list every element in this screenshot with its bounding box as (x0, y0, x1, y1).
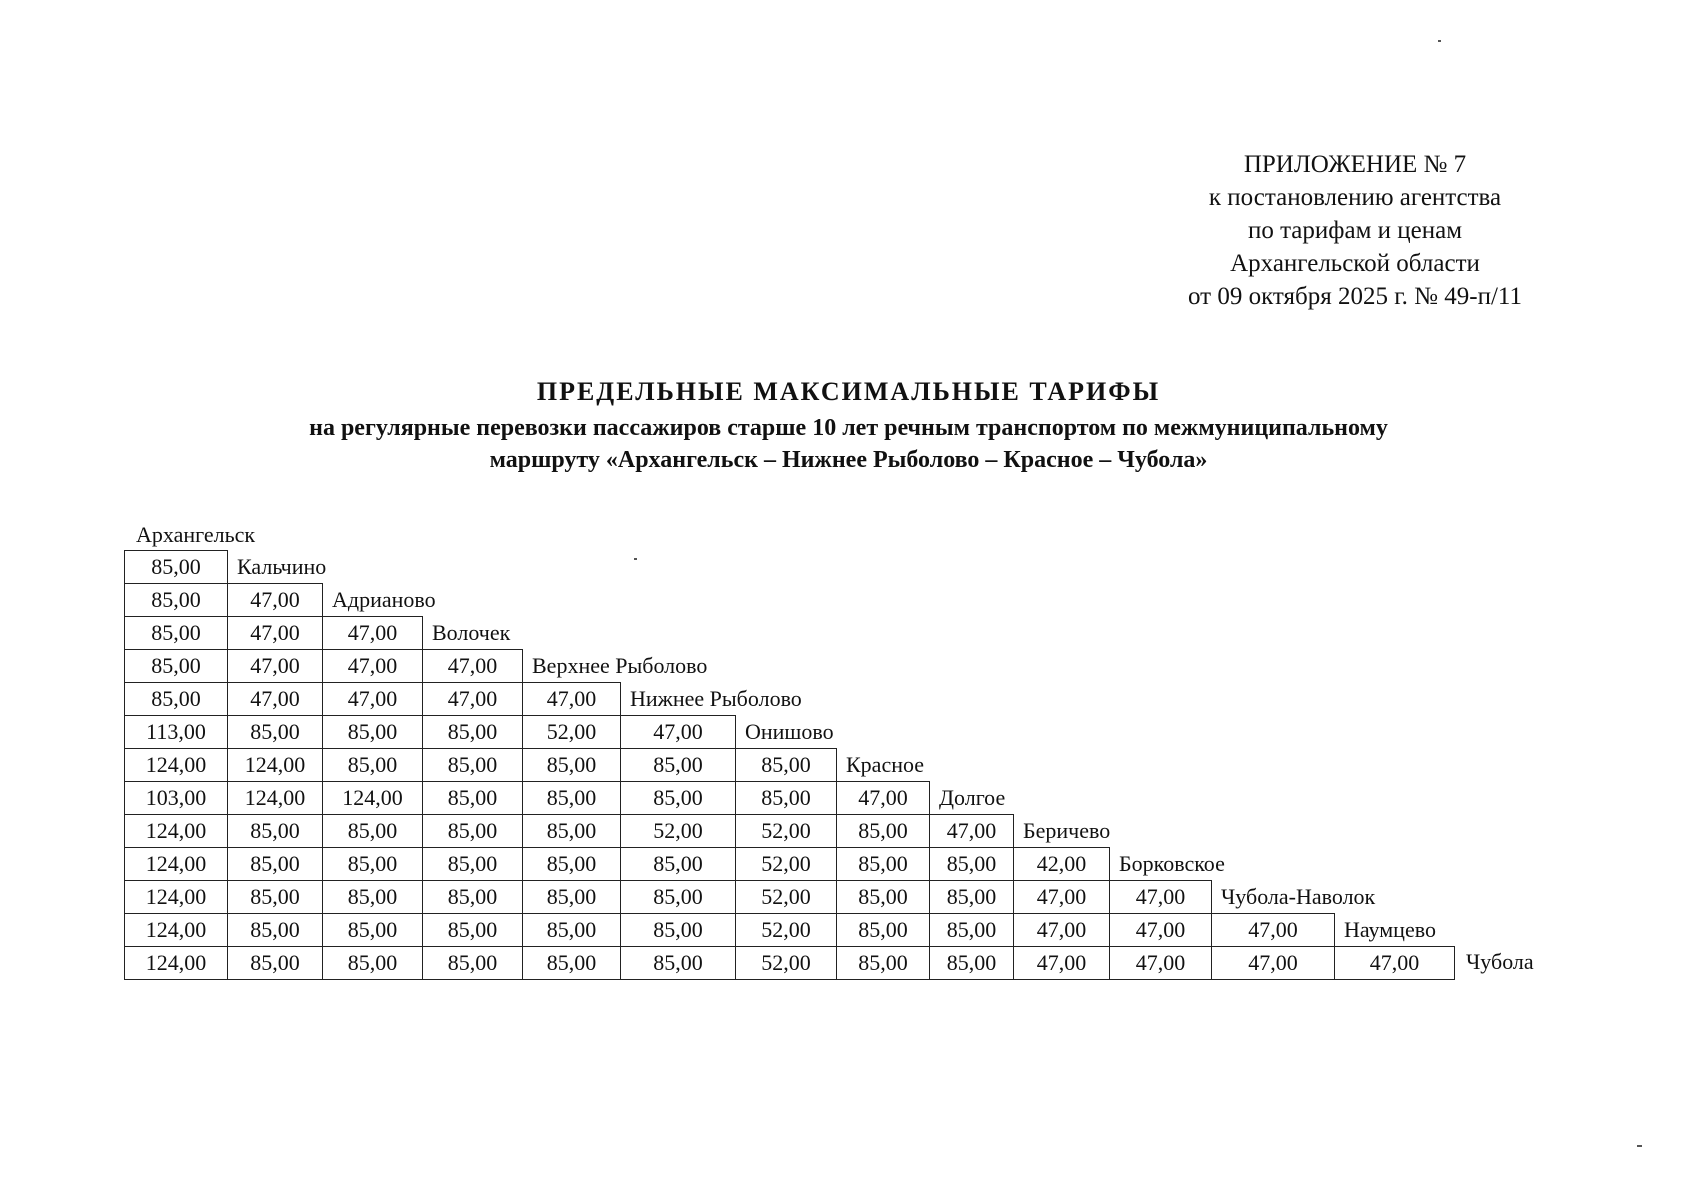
fare-cell: 47,00 (422, 649, 523, 683)
fare-cell: 47,00 (1013, 946, 1110, 980)
fare-cell: 85,00 (620, 781, 736, 815)
document-title: ПРЕДЕЛЬНЫЕ МАКСИМАЛЬНЫЕ ТАРИФЫ (536, 377, 1161, 406)
fare-cell: 85,00 (322, 748, 423, 782)
fare-cell: 52,00 (735, 880, 837, 914)
fare-cell: 85,00 (227, 880, 323, 914)
fare-cell: 85,00 (322, 880, 423, 914)
stop-label: Кальчино (237, 554, 327, 579)
fare-cell: 52,00 (735, 946, 837, 980)
fare-cell: 85,00 (422, 715, 523, 749)
fare-cell: 85,00 (836, 946, 930, 980)
fare-cell: 124,00 (322, 781, 423, 815)
fare-cell: 47,00 (1109, 946, 1212, 980)
subtitle-line-2: маршруту «Архангельск – Нижнее Рыболово – Красное – Чубола» (489, 447, 1208, 473)
fare-cell: 85,00 (836, 880, 930, 914)
fare-cell: 85,00 (322, 847, 423, 881)
fare-cell: 85,00 (124, 616, 228, 650)
fare-cell: 47,00 (1211, 946, 1335, 980)
fare-cell: 85,00 (522, 748, 621, 782)
fare-cell: 85,00 (124, 550, 228, 584)
fare-cell: 85,00 (227, 847, 323, 881)
stop-label: Чубола (1466, 949, 1534, 974)
stop-label: Долгое (939, 785, 1006, 810)
fare-cell: 47,00 (1013, 913, 1110, 947)
fare-cell: 85,00 (522, 781, 621, 815)
fare-cell: 47,00 (1334, 946, 1455, 980)
fare-cell: 85,00 (124, 583, 228, 617)
fare-cell: 47,00 (620, 715, 736, 749)
fare-cell: 52,00 (620, 814, 736, 848)
appendix-region: Архангельской области (1230, 250, 1480, 277)
fare-cell: 85,00 (422, 814, 523, 848)
appendix-number: ПРИЛОЖЕНИЕ № 7 (1243, 151, 1467, 178)
fare-cell: 85,00 (227, 913, 323, 947)
stop-label: Борковское (1119, 851, 1225, 876)
fare-cell: 47,00 (1109, 880, 1212, 914)
fare-cell: 47,00 (227, 583, 323, 617)
scan-speck (634, 558, 637, 560)
stop-label: Чубола-Наволок (1221, 884, 1376, 909)
stop-label: Наумцево (1344, 917, 1436, 942)
fare-cell: 124,00 (124, 847, 228, 881)
fare-cell: 47,00 (522, 682, 621, 716)
fare-cell: 52,00 (735, 913, 837, 947)
fare-cell: 85,00 (124, 649, 228, 683)
stop-label: Красное (846, 752, 925, 777)
fare-cell: 47,00 (227, 682, 323, 716)
fare-cell: 85,00 (422, 781, 523, 815)
fare-cell: 85,00 (735, 781, 837, 815)
fare-cell: 85,00 (322, 946, 423, 980)
fare-cell: 85,00 (929, 847, 1014, 881)
stop-label: Онишово (745, 719, 834, 744)
fare-cell: 47,00 (836, 781, 930, 815)
fare-cell: 124,00 (227, 748, 323, 782)
fare-cell: 47,00 (1109, 913, 1212, 947)
fare-cell: 103,00 (124, 781, 228, 815)
fare-cell: 47,00 (227, 649, 323, 683)
fare-cell: 85,00 (227, 814, 323, 848)
appendix-header (1125, 148, 1585, 313)
fare-cell: 85,00 (620, 880, 736, 914)
fare-cell: 85,00 (929, 880, 1014, 914)
appendix-date: от 09 октября 2025 г. № 49-п/11 (1188, 283, 1522, 310)
fare-cell: 124,00 (124, 880, 228, 914)
scan-speck (1438, 40, 1441, 42)
fare-cell: 85,00 (929, 946, 1014, 980)
appendix-agency: по тарифам и ценам (1247, 217, 1463, 244)
fare-cell: 85,00 (620, 946, 736, 980)
fare-cell: 124,00 (124, 748, 228, 782)
fare-cell: 113,00 (124, 715, 228, 749)
fare-cell: 52,00 (735, 814, 837, 848)
fare-cell: 47,00 (227, 616, 323, 650)
fare-cell: 124,00 (124, 913, 228, 947)
stop-label: Нижнее Рыболово (630, 686, 802, 711)
fare-cell: 85,00 (522, 913, 621, 947)
fare-cell: 85,00 (620, 913, 736, 947)
fare-cell: 85,00 (522, 847, 621, 881)
fare-cell: 42,00 (1013, 847, 1110, 881)
fare-cell: 47,00 (322, 616, 423, 650)
fare-cell: 85,00 (422, 913, 523, 947)
fare-cell: 124,00 (124, 814, 228, 848)
fare-cell: 85,00 (422, 946, 523, 980)
fare-cell: 85,00 (836, 814, 930, 848)
stop-label: Адрианово (332, 587, 436, 612)
fare-cell: 47,00 (929, 814, 1014, 848)
fare-cell: 85,00 (620, 748, 736, 782)
fare-cell: 85,00 (422, 847, 523, 881)
fare-cell: 85,00 (735, 748, 837, 782)
fare-cell: 85,00 (227, 946, 323, 980)
fare-cell: 124,00 (124, 946, 228, 980)
fare-cell: 85,00 (929, 913, 1014, 947)
stop-label: Беричево (1023, 818, 1111, 843)
fare-cell: 47,00 (422, 682, 523, 716)
fare-cell: 47,00 (322, 682, 423, 716)
fare-cell: 85,00 (422, 880, 523, 914)
fare-cell: 47,00 (1013, 880, 1110, 914)
fare-cell: 85,00 (322, 814, 423, 848)
subtitle-line-1: на регулярные перевозки пассажиров старше 10 лет речным транспортом по межмуниципальному (309, 415, 1388, 441)
stop-label: Архангельск (136, 522, 256, 547)
fare-cell: 85,00 (620, 847, 736, 881)
fare-cell: 85,00 (227, 715, 323, 749)
fare-cell: 85,00 (124, 682, 228, 716)
fare-cell: 52,00 (735, 847, 837, 881)
fare-cell: 52,00 (522, 715, 621, 749)
fare-cell: 47,00 (1211, 913, 1335, 947)
document-subtitle (0, 412, 1697, 476)
fare-cell: 85,00 (522, 880, 621, 914)
scan-speck (1637, 1145, 1642, 1147)
fare-cell: 85,00 (322, 715, 423, 749)
fare-cell: 85,00 (322, 913, 423, 947)
fare-cell: 85,00 (836, 847, 930, 881)
stop-label: Верхнее Рыболово (532, 653, 708, 678)
fare-cell: 85,00 (522, 814, 621, 848)
stop-label: Волочек (432, 620, 511, 645)
fare-cell: 85,00 (422, 748, 523, 782)
fare-cell: 47,00 (322, 649, 423, 683)
fare-cell: 85,00 (836, 913, 930, 947)
fare-cell: 85,00 (522, 946, 621, 980)
appendix-resolution: к постановлению агентства (1208, 184, 1502, 211)
fare-cell: 124,00 (227, 781, 323, 815)
